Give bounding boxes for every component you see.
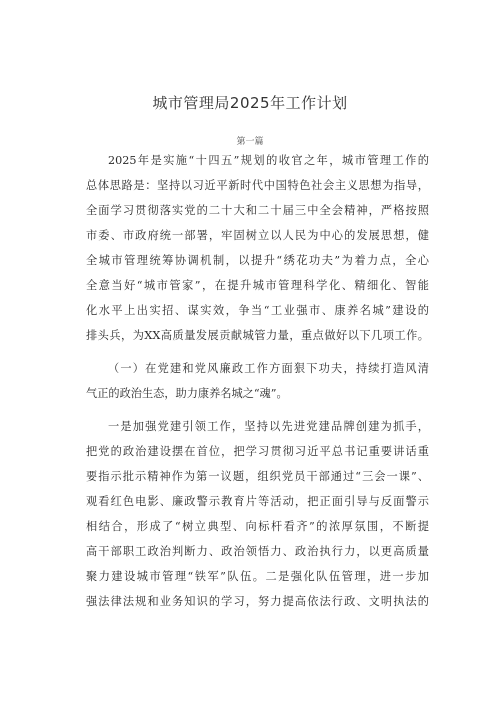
section-label: 第一篇 xyxy=(236,137,264,147)
paragraph-line: 一是加强党建引领工作，坚持以先进党建品牌创建为抓手， xyxy=(108,420,429,433)
paragraph-line: 排头兵，为XX高质量发展贡献城管力量，重点做好以下几项工作。 xyxy=(86,329,429,342)
paragraph-line: 全面学习贯彻落实党的二十大和二十届三中全会精神，严格按照 xyxy=(86,204,429,217)
paragraph-line: 高干部职工政治判断力、政治领悟力、政治执行力，以更高质量 xyxy=(86,545,429,558)
paragraph-line: 2025年是实施“十四五”规划的收官之年，城市管理工作的 xyxy=(108,154,429,167)
paragraph-line: 把党的政治建设摆在首位，把学习贯彻习近平总书记重要讲话重 xyxy=(86,445,429,458)
paragraph-line: 强法律法规和业务知识的学习，努力提高依法行政、文明执法的 xyxy=(86,595,429,608)
paragraph-line: 总体思路是：坚持以习近平新时代中国特色社会主义思想为指导， xyxy=(86,179,429,192)
paragraph-line: 全城市管理统筹协调机制，以提升“绣花功夫”为着力点，全心 xyxy=(86,254,429,267)
paragraph-line: 市委、市政府统一部署，牢固树立以人民为中心的发展思想，健 xyxy=(86,229,429,242)
paragraph-line: 聚力建设城市管理“铁军”队伍。二是强化队伍管理，进一步加 xyxy=(86,570,429,583)
paragraph-line: 相结合，形成了“树立典型、向标杆看齐”的浓厚氛围，不断提 xyxy=(86,520,429,533)
paragraph-line: 全意当好“城市管家”，在提升城市管理科学化、精细化、智能 xyxy=(86,279,429,292)
document-title: 城市管理局2025年工作计划 xyxy=(152,94,348,112)
section-heading-line: （一）在党建和党风廉政工作方面狠下功夫，持续打造风清 xyxy=(108,362,429,375)
paragraph-line: 化水平上出实招、谋实效，争当“工业强市、康养名城”建设的 xyxy=(86,304,429,317)
paragraph-line: 观看红色电影、廉政警示教育片等活动，把正面引导与反面警示 xyxy=(86,495,429,508)
paragraph-line: 要指示批示精神作为第一议题，组织党员干部通过“三会一课”、 xyxy=(86,470,429,483)
section-heading-line: 气正的政治生态，助力康养名城之“魂”。 xyxy=(86,387,288,400)
